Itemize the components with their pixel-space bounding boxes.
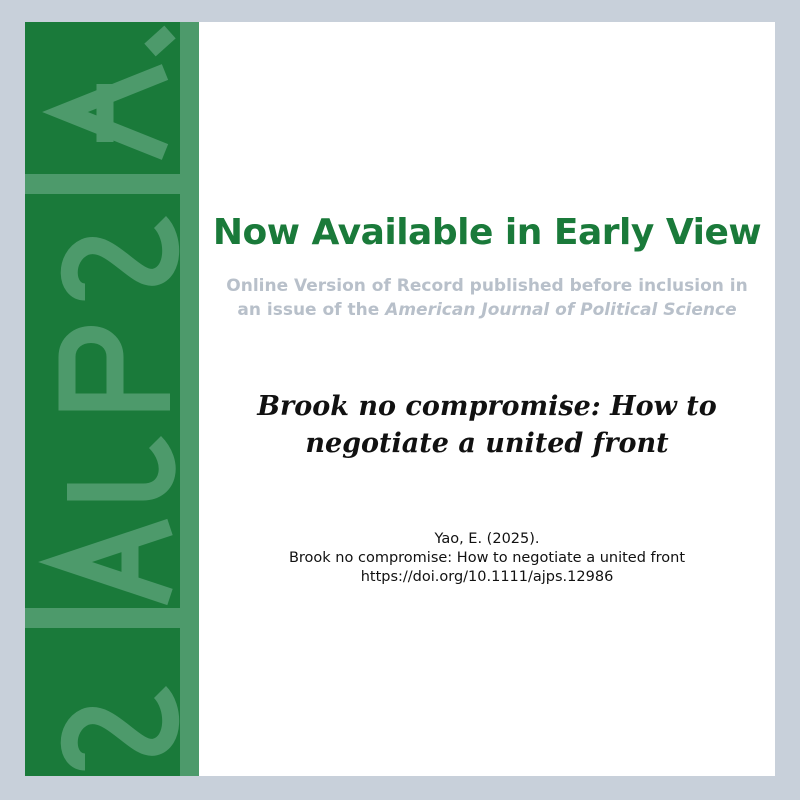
announcement-content (199, 22, 775, 776)
journal-name: American Journal of Political Science (385, 300, 737, 320)
subheadline (219, 274, 755, 322)
citation-doi-link[interactable]: https://doi.org/10.1111/ajps.12986 (360, 569, 614, 585)
citation-author-year: Yao, E. (2025). (434, 531, 540, 547)
article-title: Brook no compromise: How to negotiate a united front (257, 391, 717, 459)
subheadline-text: Online Version of Record published before inclusion in an issue of the (226, 276, 748, 320)
announcement-card (25, 22, 775, 776)
ajps-logo-sidebar (25, 22, 199, 776)
headline: Now Available in Early View (212, 212, 762, 253)
citation-title: Brook no compromise: How to negotiate a united front (288, 550, 686, 566)
ajps-logo (25, 22, 199, 776)
citation (219, 530, 755, 587)
